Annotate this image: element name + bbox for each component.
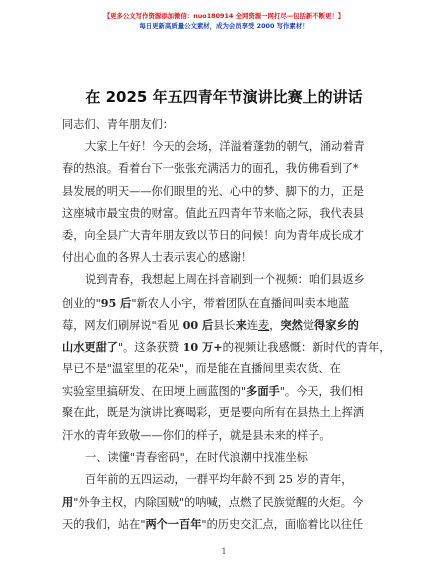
- text-run: 这座城市最宝贵的财富。值此五四青年节来临之际，我代表县: [62, 206, 365, 220]
- text-run: 天的我们，站在": [62, 518, 146, 532]
- page-number: 1: [221, 547, 227, 556]
- text-run: 连: [246, 318, 259, 332]
- body-text: [62, 136, 391, 535]
- body-line: [62, 247, 387, 269]
- text-run: 百年前的五四运动，一群平均年龄不到 25 岁的青年，: [85, 473, 353, 486]
- body-line: [62, 292, 387, 314]
- text-run: 县发展的明天——你们眼里的光、心中的梦、脚下的力，正是: [62, 184, 365, 198]
- body-line: [62, 181, 387, 203]
- text-run: "新农人小宇，带着团队在直播间叫卖本地蓝: [131, 296, 350, 310]
- promo-banner-line-1: 【更多公文写作资源添加微信：nuo180914 全网资源一网打尽—包括新不断更！】: [103, 12, 345, 20]
- underlined-text: 麦: [258, 318, 270, 332]
- text-run: 创业的": [62, 296, 101, 310]
- text-run: 实验室里搞研发、在田埂上画蓝图的": [62, 385, 247, 399]
- body-line: [62, 136, 387, 158]
- text-run: "的历史交汇点，面临着比以往任: [201, 518, 364, 532]
- bold-text: 来: [235, 317, 247, 332]
- text-run: 委，向全县广大青年朋友致以节日的问候！向为青年成长成才: [62, 228, 365, 242]
- text-run: 早已不是"温室里的花朵"，而是能在直播间里卖农货、在: [62, 362, 341, 376]
- body-line: [62, 469, 387, 491]
- text-run: 汗水的青年致敬——你们的样子，就是县未来的样子。: [62, 428, 331, 442]
- body-line: [62, 269, 387, 291]
- body-line: [62, 513, 387, 535]
- text-run: 的视频让我感慨：新时代的青年，: [222, 340, 391, 354]
- body-line: [62, 158, 387, 180]
- text-run: "。这条获赞: [117, 340, 183, 354]
- text-run: 一、读懂"青春密码"，在时代浪潮中找准坐标: [85, 450, 308, 464]
- promo-banner: [0, 12, 448, 31]
- text-run: 莓，网友们刷屏说"看见: [62, 318, 183, 332]
- text-run: 觉: [302, 318, 315, 332]
- body-line: [62, 314, 387, 336]
- document-title: 在 2025 年五四青年节演讲比赛上的讲话: [85, 88, 363, 106]
- bold-text: 00 后: [182, 317, 214, 332]
- bold-text: 得家乡的: [314, 317, 359, 332]
- body-line: [62, 491, 387, 513]
- body-line: [62, 358, 387, 380]
- document-body: [62, 114, 391, 536]
- bold-text: 两个一百年: [145, 517, 202, 532]
- text-run: "外争主权，内除国贼"的呐喊，点燃了民族觉醒的火炬。今: [73, 496, 364, 510]
- text-run: 县长: [213, 318, 236, 332]
- text-run: 聚在此，既是为演讲比赛喝彩，更是要向所有在县热土上挥洒: [62, 406, 365, 420]
- bold-text: 95 后: [100, 295, 132, 310]
- text-run: 春的热浪。看着台下一张张充满活力的面孔，我仿佛看到了*: [62, 162, 359, 176]
- body-line: [62, 402, 387, 424]
- bold-text: 用: [62, 495, 74, 510]
- body-line: [62, 203, 387, 225]
- text-run: 付出心血的各界人士表示衷心的感谢！: [62, 251, 253, 265]
- body-line: [62, 380, 387, 402]
- salutation: 同志们、青年朋友们：: [62, 118, 174, 131]
- text-run: "。今天，我们相: [279, 385, 364, 399]
- text-run: 说到青春，我想起上周在抖音刷到一个视频：咱们县返乡: [85, 273, 365, 287]
- bold-text: 多面手: [246, 384, 280, 399]
- text-run: 大家上午好！今天的会场，洋溢着蓬勃的朝气，涌动着青: [85, 140, 365, 154]
- bold-text: 10 万+: [182, 339, 223, 354]
- bold-text: 突然: [280, 317, 303, 332]
- body-line: [62, 447, 387, 469]
- body-line: [62, 336, 391, 358]
- text-run: ，: [269, 318, 281, 332]
- body-line: [62, 225, 387, 247]
- promo-banner-line-2: 每日更新高质量公文素材，成为会员享受 2000 写作素材！: [139, 22, 309, 30]
- body-line: [62, 425, 387, 447]
- bold-text: 山水更甜了: [62, 339, 118, 354]
